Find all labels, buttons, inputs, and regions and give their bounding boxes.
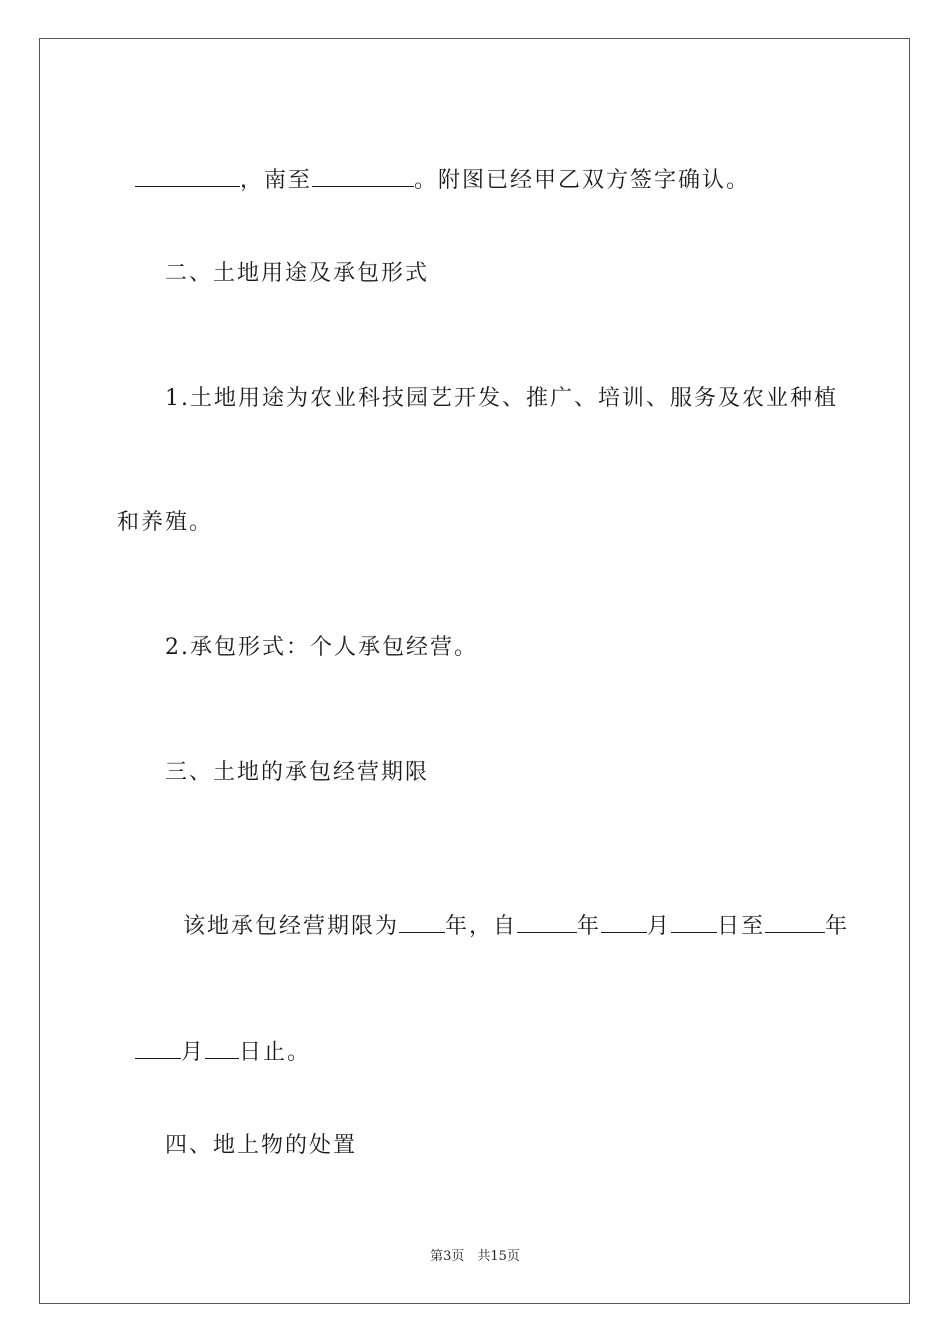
- blank-field: [517, 912, 577, 933]
- text-segment: 。附图已经甲乙双方签字确认。: [414, 168, 751, 193]
- text-segment: 该地承包经营期限为: [183, 914, 400, 939]
- text-segment: 月: [647, 914, 672, 939]
- paragraph-line: 和养殖。: [117, 510, 214, 535]
- blank-field: [399, 912, 445, 933]
- text-segment: 日止。: [239, 1040, 312, 1065]
- page-number-footer: 第3页 共15页: [430, 1249, 520, 1264]
- paragraph-line: 1.土地用途为农业科技园艺开发、推广、培训、服务及农业种植: [165, 386, 838, 411]
- blank-field: [765, 912, 825, 933]
- text-line-1: [0, 136, 950, 196]
- section-heading-2: 二、土地用途及承包形式: [165, 261, 430, 286]
- blank-field: [312, 166, 414, 187]
- text-segment: ，南至: [240, 168, 313, 193]
- page-frame: [39, 38, 910, 1304]
- blank-field: [671, 912, 717, 933]
- paragraph-line: [0, 1008, 950, 1068]
- paragraph-line: [0, 882, 950, 942]
- blank-field: [135, 1038, 181, 1059]
- text-segment: 年，自: [445, 914, 518, 939]
- blank-field: [601, 912, 647, 933]
- section-heading-3: 三、土地的承包经营期限: [165, 760, 430, 785]
- blank-field: [205, 1038, 239, 1059]
- text-segment: 月: [181, 1040, 206, 1065]
- blank-field: [135, 166, 240, 187]
- text-segment: 年: [577, 914, 602, 939]
- section-heading-4: 四、地上物的处置: [165, 1133, 358, 1158]
- text-segment: 年: [825, 914, 850, 939]
- text-segment: 日至: [717, 914, 766, 939]
- paragraph-line: 2.承包形式：个人承包经营。: [165, 635, 478, 660]
